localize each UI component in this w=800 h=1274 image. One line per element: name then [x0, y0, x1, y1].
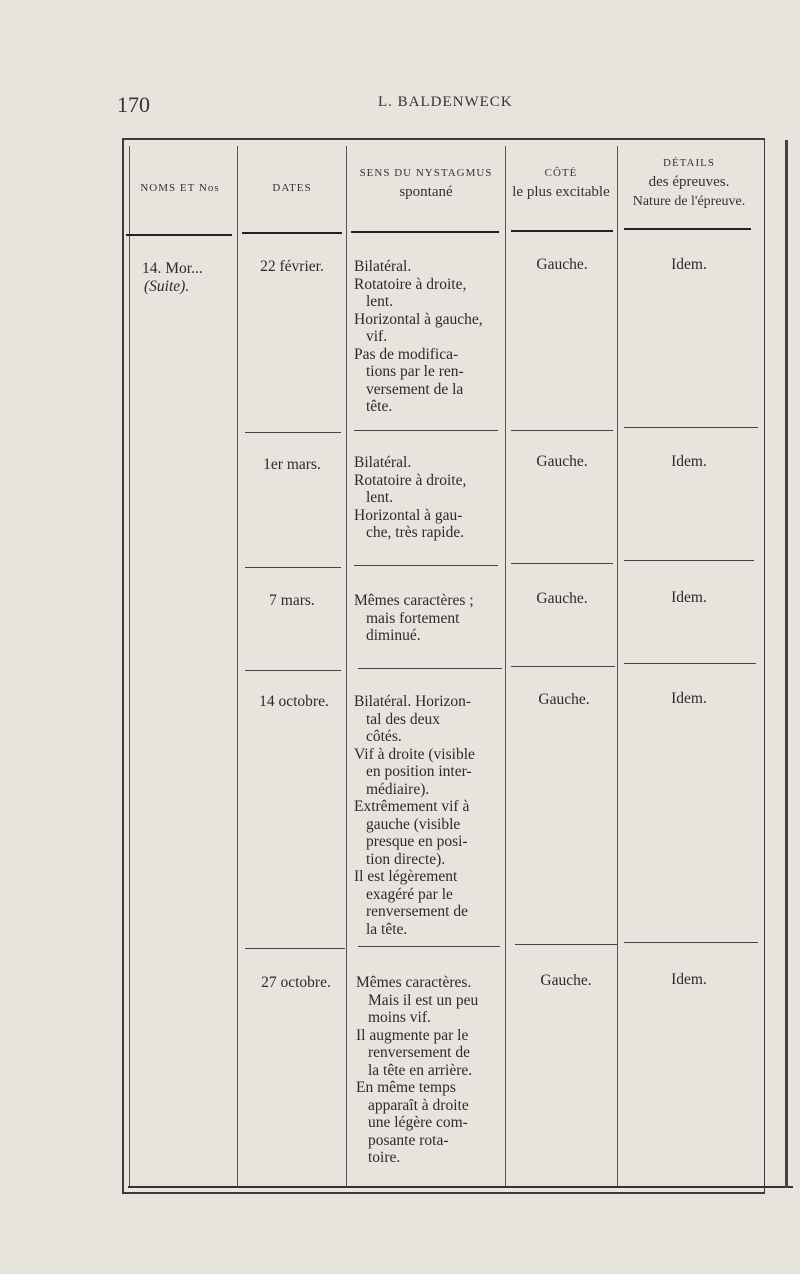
test-detail: Idem. — [671, 690, 707, 707]
column-divider — [617, 146, 618, 1186]
row-rule — [515, 944, 617, 945]
description-line: Mais il est un peu — [368, 991, 479, 1009]
description-line: une légère com- — [368, 1114, 468, 1131]
test-detail: Idem. — [671, 971, 707, 988]
row-rule — [245, 567, 341, 568]
description-line: gauche (visible — [366, 815, 461, 833]
description-line: Extrêmement vif à — [354, 798, 470, 815]
row-rule — [354, 565, 498, 566]
column-divider — [346, 146, 347, 1186]
table-right-rule — [785, 140, 788, 1188]
observation-date: 27 octobre. — [261, 974, 331, 991]
description-line: exagéré par le — [366, 885, 453, 903]
description-line: vif. — [366, 328, 388, 345]
row-rule — [511, 430, 613, 431]
description-line: diminué. — [366, 627, 421, 644]
description-line: posante rota- — [368, 1131, 449, 1149]
description-line: presque en posi- — [366, 833, 468, 850]
description-line: Il augmente par le — [356, 1026, 469, 1044]
description-line: Bilatéral. — [354, 454, 412, 471]
observation-date: 14 octobre. — [259, 693, 329, 710]
test-detail: Idem. — [671, 589, 707, 606]
column-divider — [237, 146, 238, 1186]
description-line: Bilatéral. — [354, 258, 412, 275]
excitable-side: Gauche. — [540, 972, 592, 989]
description-line: mais fortement — [366, 609, 460, 627]
description-line: apparaît à droite — [368, 1096, 469, 1114]
excitable-side: Gauche. — [536, 453, 588, 470]
row-rule — [354, 430, 498, 431]
description-line: la tête. — [366, 920, 408, 938]
description-line: en position inter- — [366, 763, 472, 780]
description-line: che, très rapide. — [366, 524, 465, 541]
description-line: moins vif. — [368, 1009, 431, 1026]
observation-date: 22 février. — [260, 258, 324, 275]
description-line: Vif à droite (visible — [354, 745, 475, 763]
description-line: tête. — [366, 398, 393, 415]
nystagmus-description — [354, 258, 502, 416]
observation-date: 1er mars. — [263, 456, 321, 473]
description-line: Horizontal à gau- — [354, 506, 463, 524]
header-rule — [242, 232, 342, 234]
description-line: tions par le ren- — [366, 363, 464, 380]
row-rule — [511, 563, 613, 564]
patient-suite: (Suite). — [144, 278, 190, 295]
nystagmus-description — [354, 454, 502, 542]
excitable-side: Gauche. — [536, 590, 588, 607]
patient-name: 14. Mor... — [142, 260, 203, 277]
column-header-dates: DATES — [272, 182, 312, 194]
description-line: Mêmes caractères. — [356, 974, 472, 991]
running-head: L. BALDENWECK — [378, 94, 513, 110]
description-line: lent. — [366, 489, 394, 506]
header-rule — [126, 234, 232, 236]
test-detail: Idem. — [671, 453, 707, 470]
description-line: versement de la — [366, 380, 464, 398]
row-rule — [245, 948, 345, 949]
row-rule — [624, 942, 758, 943]
column-header-cote: CÔTÉ le plus excitable — [512, 167, 610, 200]
description-line: renversement de — [366, 903, 468, 920]
description-line: Rotatoire à droite, — [354, 275, 467, 293]
column-header-details: DÉTAILS des épreuves. Nature de l'épreuve. — [632, 157, 746, 209]
description-line: lent. — [366, 293, 394, 310]
table-bottom-rule — [128, 1186, 793, 1188]
header-rule — [624, 228, 751, 230]
description-line: Bilatéral. Horizon- — [354, 693, 472, 710]
header-rule — [351, 231, 499, 233]
description-line: côtés. — [366, 728, 402, 745]
row-rule — [245, 670, 341, 671]
description-line: renversement de — [368, 1044, 470, 1061]
nystagmus-description — [354, 693, 504, 938]
description-line: la tête en arrière. — [368, 1061, 473, 1079]
description-line: tion directe). — [366, 850, 446, 868]
row-rule — [358, 668, 502, 669]
row-rule — [358, 946, 500, 947]
row-rule — [245, 432, 341, 433]
description-line: En même temps — [356, 1079, 456, 1096]
nystagmus-description — [354, 592, 502, 645]
description-line: Mêmes caractères ; — [354, 592, 474, 609]
description-line: tal des deux — [366, 710, 441, 728]
column-header-noms: NOMS ET Nos — [140, 182, 220, 194]
description-line: toire. — [368, 1149, 401, 1166]
observation-date: 7 mars. — [269, 592, 315, 609]
description-line: Rotatoire à droite, — [354, 471, 467, 489]
description-line: médiaire). — [366, 780, 430, 798]
excitable-side: Gauche. — [538, 691, 590, 708]
description-line: Il est légèrement — [354, 868, 458, 885]
column-header-sens: SENS DU NYSTAGMUS spontané — [359, 167, 493, 200]
excitable-side: Gauche. — [536, 256, 588, 273]
description-line: Horizontal à gauche, — [354, 310, 483, 328]
row-rule — [624, 663, 756, 664]
nystagmus-description — [356, 974, 506, 1167]
row-rule — [624, 560, 754, 561]
description-line: Pas de modifica- — [354, 345, 459, 363]
row-rule — [624, 427, 758, 428]
page-number: 170 — [117, 92, 150, 117]
table-left-rule — [129, 146, 130, 1186]
test-detail: Idem. — [671, 256, 707, 273]
header-rule — [511, 230, 613, 232]
row-rule — [511, 666, 615, 667]
